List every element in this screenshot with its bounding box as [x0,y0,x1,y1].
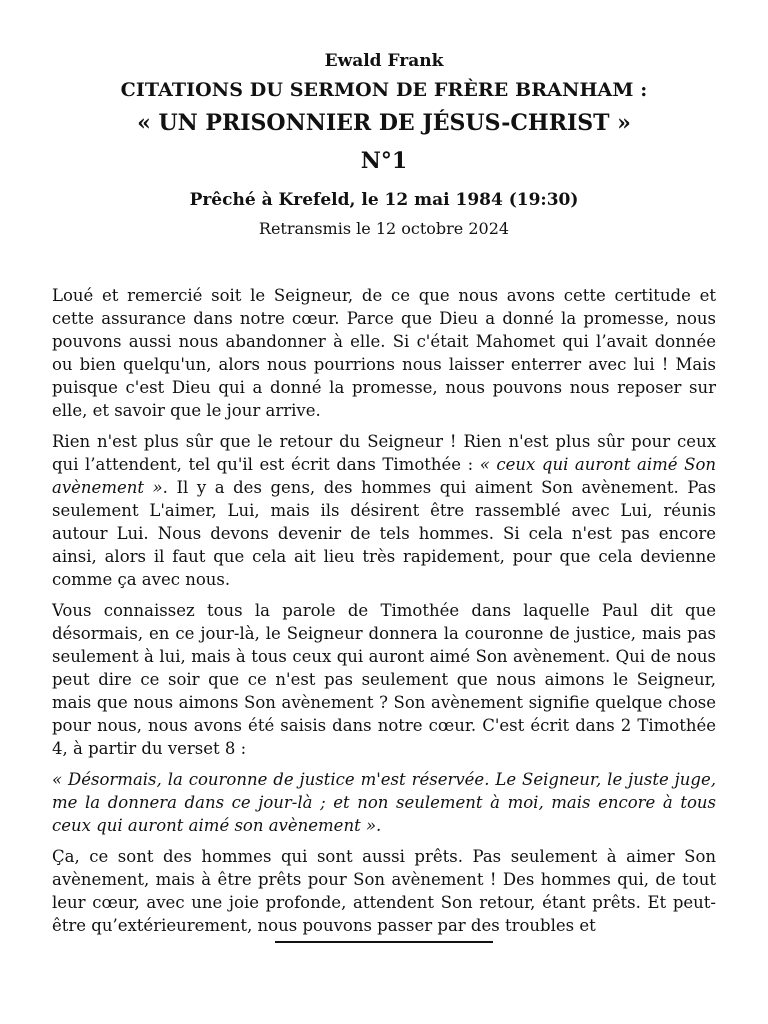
author-name: Ewald Frank [324,51,444,71]
scripture-quote: « Désormais, la couronne de justice m'est réservée. Le Seigneur, le juste juge, me la donnera dans ce jour-là ; et non seulement à moi, mais encore à tous ceux qui auront aimé son avènement ». [52,770,716,835]
sermon-number: N°1 [360,148,408,174]
paragraph-3: Vous connaissez tous la parole de Timothée dans laquelle Paul dit que désormais, en ce jour-là, le Seigneur donnera la couronne de justice, mais pas seulement à lui, mais à tous ceux qui auront aimé Son avènement. Qui de nous peut dire ce soir que ce n'est pas seulement que nous aimons le Seigneur, mais que nous aimons Son avènement ? Son avènement signifie quelque chose pour nous, nous avons été saisis dans notre cœur. C'est écrit dans 2 Timothée 4, à partir du verset 8 : [52,601,716,758]
paragraph-2 [52,430,716,591]
paragraph-2-text-a: Rien n'est plus sûr que le retour du Seigneur ! Rien n'est plus sûr pour ceux qui l’attendent, tel qu'il est écrit dans Timothée : [52,432,716,474]
preached-date: Prêché à Krefeld, le 12 mai 1984 (19:30) [189,190,579,210]
retransmitted-date: Retransmis le 12 octobre 2024 [258,219,510,238]
document-body [52,284,716,945]
paragraph-5: Ça, ce sont des hommes qui sont aussi prêts. Pas seulement à aimer Son avènement, mais à être prêts pour Son avènement ! Des hommes qui, de tout leur cœur, avec une joie profonde, attendent Son retour, étant prêts. Et peut-être qu’extérieurement, nous pouvons passer par des troubles et [52,847,716,935]
document-header [0,50,768,240]
footnote-divider [275,941,493,943]
paragraph-2-quote: « ceux qui auront aimé Son avènement » [52,455,717,497]
paragraph-1: Loué et remercié soit le Seigneur, de ce que nous avons cette certitude et cette assurance dans notre cœur. Parce que Dieu a donné la promesse, nous pouvons aussi nous abandonner à elle. Si c'était Mahomet qui l’avait donnée ou bien quelqu'un, alors nous pourrions nous laisser enterrer avec lui ! Mais puisque c'est Dieu qui a donné la promesse, nous pouvons nous reposer sur elle, et savoir que le jour arrive. [52,286,716,420]
title-line-1: CITATIONS DU SERMON DE FRÈRE BRANHAM : [120,79,648,101]
paragraph-2-text-b: . Il y a des gens, des hommes qui aiment Son avènement. Pas seulement L'aimer, Lui, mais ils désirent être rassemblé avec Lui, réunis autour Lui. Nous devons devenir de tels hommes. Si cela n'est pas encore ainsi, alors il faut que cela ait lieu très rapidement, pour que cela devienne comme ça avec nous. [52,478,717,589]
title-line-2: « UN PRISONNIER DE JÉSUS-CHRIST » [137,110,631,136]
